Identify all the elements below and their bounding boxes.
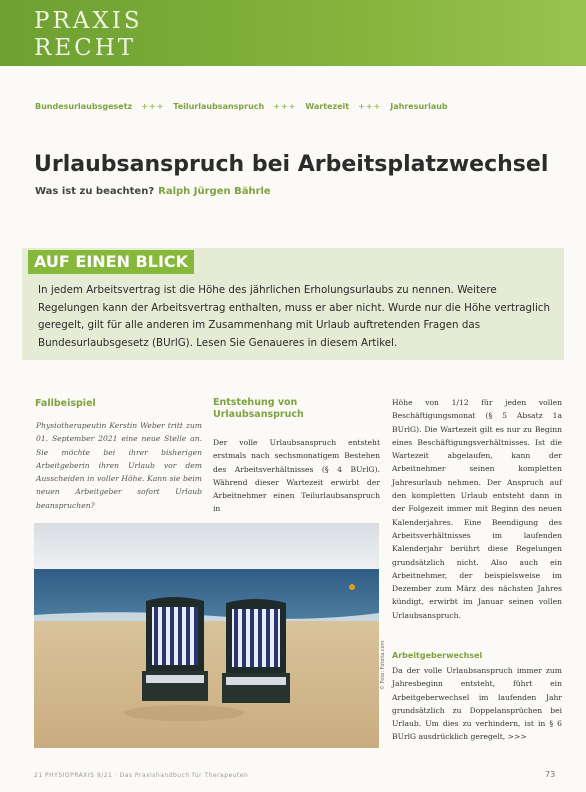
tag: Jahresurlaub xyxy=(390,102,448,111)
article-subtitle xyxy=(35,186,271,197)
tag: Teilurlaubsanspruch xyxy=(173,102,265,111)
header-bar xyxy=(0,0,586,66)
subsection-heading: Arbeitgeberwechsel xyxy=(392,651,483,660)
article-title: Urlaubsanspruch bei Arbeitsplatzwechsel xyxy=(34,152,549,177)
author-name: Ralph Jürgen Bährle xyxy=(158,186,271,197)
body-text: Höhe von 1/12 für jeden vollen Beschäftigungsmonat (§ 5 Absatz 1a BUrlG). Die Wartezeit gilt es nur zu Beginn eines Beschäftigungsverhältnisses. Ist die Wartezeit abgelaufen, kann der Arbeitnehmer seinen kompletten Jahresurlaub nehmen. Der Anspruch auf den kompletten Urlaub entsteht dann in der Folgezeit immer mit Beginn des neuen Kalenderjahres. Eine Beendigung des Arbeitsverhältnisses im laufenden Kalenderjahr berührt diese Regelungen grundsätzlich nicht. Also auch ein Arbeitnehmer, der beispielsweise im Dezember zum März des nächsten Jahres kündigt, erwirbt im Januar seinen vollen Urlaubsanspruch. xyxy=(392,398,562,620)
photo-illustration xyxy=(34,523,379,748)
body-text: Der volle Urlaubsanspruch entsteht erstmals nach sechsmonatigem Bestehen des Arbeitsverhältnisses (§ 4 BUrlG). Während dieser Wartezeit erwirbt der Arbeitnehmer einen Teilurlaubsanspruch in xyxy=(213,438,380,514)
tag-separator: +++ xyxy=(273,102,297,111)
tag-separator: +++ xyxy=(358,102,382,111)
subtitle-question: Was ist zu beachten? xyxy=(35,186,155,197)
tag: Bundesurlaubsgesetz xyxy=(35,102,133,111)
keyword-tags xyxy=(35,102,448,111)
section-heading: Entstehung von Urlaubsanspruch xyxy=(213,397,304,420)
tag: Wartezeit xyxy=(305,102,350,111)
case-example-text: Physiotherapeutin Kerstin Weber tritt zum 01. September 2021 eine neue Stelle an. Sie möchte bei ihrer bisherigen Arbeitgeberin ihren Urlaub vor dem Ausscheiden in voller Höhe. Kann sie beim neuen Arbeitgeber sofort Urlaub beanspruchen? xyxy=(36,421,202,510)
photo-credit: © Foto: Fotolia.com xyxy=(380,640,386,690)
summary-label: AUF EINEN BLICK xyxy=(28,250,194,274)
case-example-heading: Fallbeispiel xyxy=(35,398,96,409)
summary-text: In jedem Arbeitsvertrag ist die Höhe des jährlichen Erholungsurlaubs zu nennen. Weitere Regelungen kann der Arbeitsvertrag enthalten, muss er aber nicht. Wurde nur die Höhe vertraglich geregelt, gilt für alle anderen im Zusammenhang mit Urlaub auftretenden Fragen das Bundesurlaubsgesetz (BUrlG). Lesen Sie Genaueres in diesem Artikel. xyxy=(38,284,550,349)
page-footer: 21 PHYSIOPRAXIS 9/21 · Das Praxishandbuch für Therapeuten xyxy=(34,772,249,779)
page-number: 73 xyxy=(545,770,556,779)
beach-chairs-photo xyxy=(34,523,379,748)
section-title-line1: PRAXIS xyxy=(34,8,143,34)
section-title-line2: RECHT xyxy=(34,35,137,61)
body-text: Da der volle Urlaubsanspruch immer zum Jahresbeginn entsteht, führt ein Arbeitgeberwechsel im laufenden Jahr grundsätzlich zu Doppelansprüchen bei Urlaub. Um dies zu verhindern, ist in § 6 BUrlG ausdrücklich geregelt, >>> xyxy=(392,666,562,742)
tag-separator: +++ xyxy=(141,102,165,111)
